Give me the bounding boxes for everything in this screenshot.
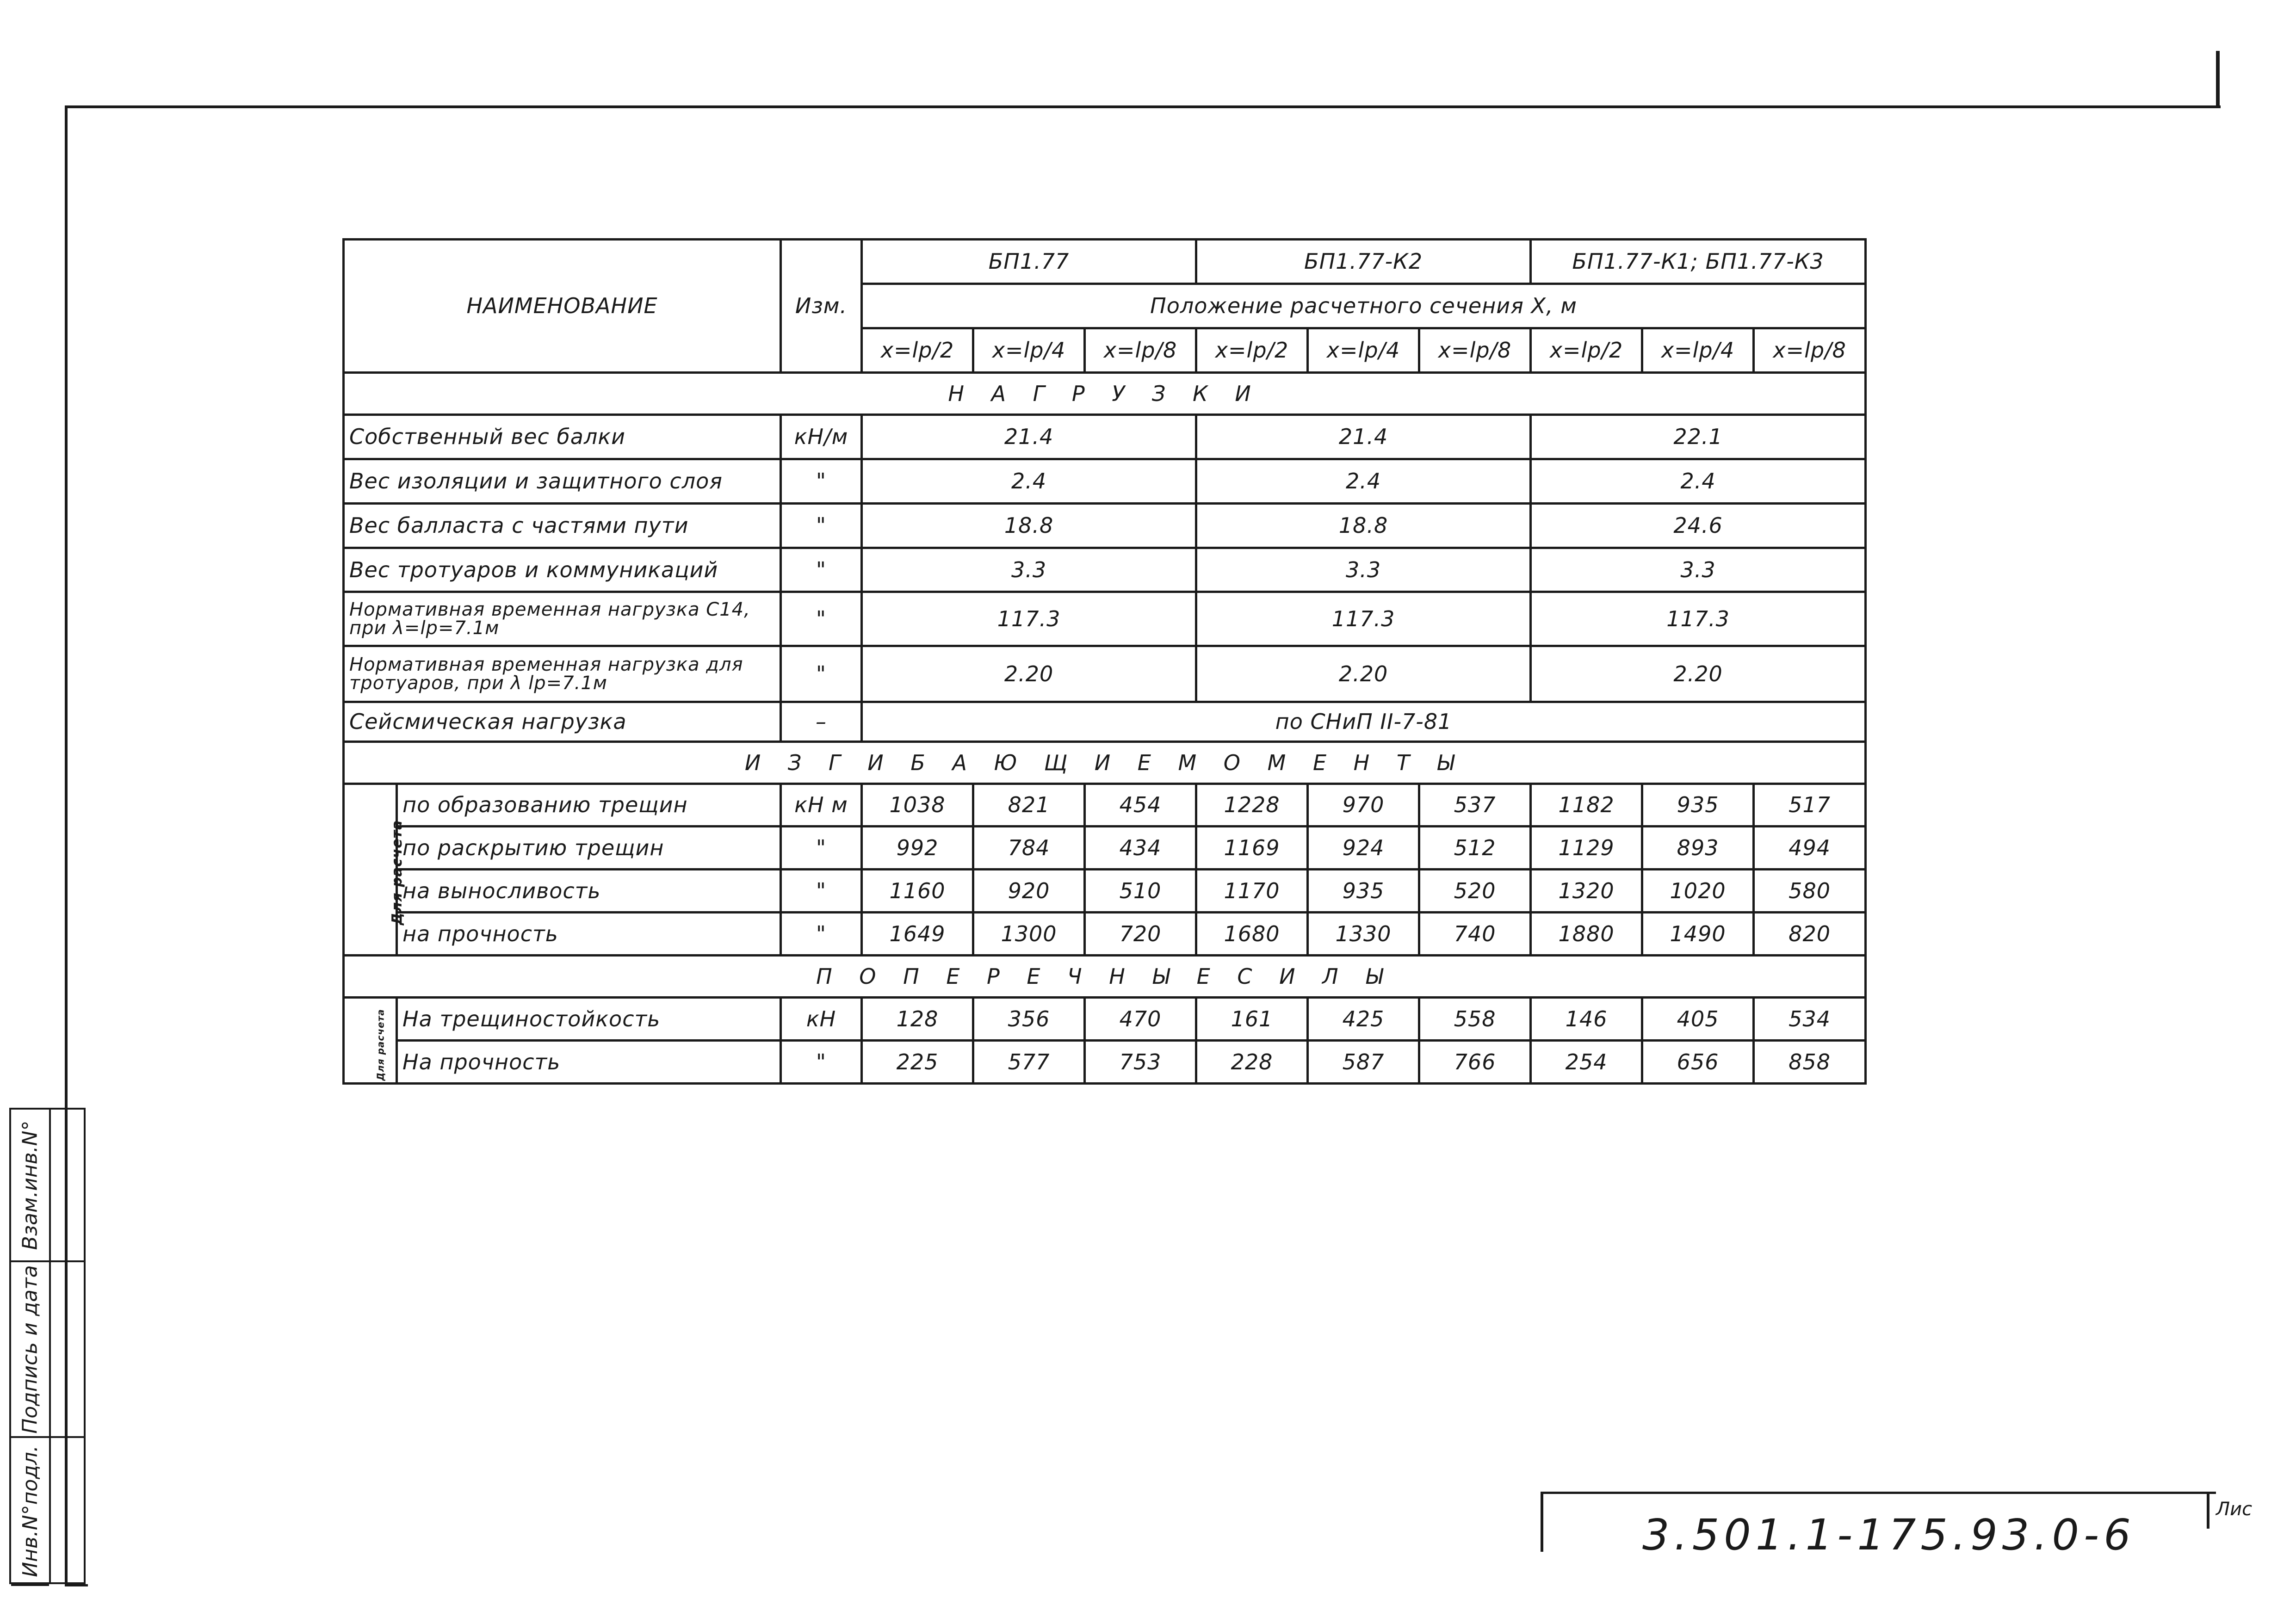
load-value: 2.4 [1196, 459, 1531, 503]
shear-row-unit: кН [781, 998, 862, 1041]
load-row-unit: " [781, 646, 862, 702]
section-shear-title: П О П Е Р Е Ч Н Ы Е С И Л Ы [344, 956, 1866, 998]
moment-row-unit: " [781, 870, 862, 913]
shear-row-unit: " [781, 1040, 862, 1083]
moment-row-unit: кН м [781, 784, 862, 827]
shear-row-name: На трещиностойкость [397, 998, 781, 1041]
load-value: 22.1 [1531, 414, 1866, 459]
load-value: 2.20 [1196, 646, 1531, 702]
binding-value-cell [51, 1110, 84, 1262]
moment-value: 580 [1754, 870, 1866, 913]
moment-value: 1490 [1642, 913, 1754, 956]
moment-value: 970 [1308, 784, 1419, 827]
load-value: 3.3 [1196, 548, 1531, 592]
moment-value: 1170 [1196, 870, 1308, 913]
position-cell: x=lp/2 [862, 328, 973, 372]
moment-value: 1169 [1196, 827, 1308, 870]
frame-right-tick [2216, 51, 2220, 108]
load-row-name: Вес тротуаров и коммуникаций [344, 548, 781, 592]
moment-value: 1160 [862, 870, 973, 913]
binding-label-inv: Инв.N°подл. [18, 1445, 42, 1577]
moment-value: 512 [1419, 827, 1531, 870]
position-cell: x=lp/8 [1754, 328, 1866, 372]
load-row-name: Вес изоляции и защитного слоя [344, 459, 781, 503]
position-cell: x=lp/8 [1085, 328, 1196, 372]
load-value: 18.8 [1196, 503, 1531, 548]
header-beam-2: БП1.77-К2 [1196, 240, 1531, 284]
load-value: 117.3 [1531, 592, 1866, 646]
load-value: 117.3 [1196, 592, 1531, 646]
moment-value: 494 [1754, 827, 1866, 870]
seismic-load-unit: – [781, 702, 862, 741]
shear-value: 753 [1085, 1040, 1196, 1083]
moment-value: 517 [1754, 784, 1866, 827]
moment-value: 935 [1642, 784, 1754, 827]
moment-value: 820 [1754, 913, 1866, 956]
moment-value: 1228 [1196, 784, 1308, 827]
shear-value: 425 [1308, 998, 1419, 1041]
shear-value: 405 [1642, 998, 1754, 1041]
moment-value: 1300 [973, 913, 1085, 956]
load-value: 2.20 [1531, 646, 1866, 702]
moments-group-label [344, 784, 406, 956]
moment-value: 1182 [1531, 784, 1642, 827]
position-cell: x=lp/4 [973, 328, 1085, 372]
binding-cell-sign [11, 1262, 49, 1438]
moment-value: 1330 [1308, 913, 1419, 956]
moment-value: 893 [1642, 827, 1754, 870]
document-code: 3.501.1-175.93.0-6 [1642, 1510, 2135, 1560]
moment-value: 935 [1308, 870, 1419, 913]
moment-value: 992 [862, 827, 973, 870]
load-value: 117.3 [862, 592, 1196, 646]
moment-value: 1649 [862, 913, 973, 956]
shear-group-text: Для расчета [375, 1008, 386, 1081]
moment-value: 740 [1419, 913, 1531, 956]
shear-value: 766 [1419, 1040, 1531, 1083]
shear-value: 656 [1642, 1040, 1754, 1083]
shear-value: 146 [1531, 998, 1642, 1041]
moment-value: 454 [1085, 784, 1196, 827]
load-value: 21.4 [862, 414, 1196, 459]
load-value: 2.4 [862, 459, 1196, 503]
section-moments-title: И З Г И Б А Ю Щ И Е М О М Е Н Т Ы [344, 741, 1866, 784]
seismic-load-value: по СНиП II-7-81 [862, 702, 1866, 741]
moment-row-unit: " [781, 827, 862, 870]
binding-value-cell [51, 1262, 84, 1438]
shear-value: 161 [1196, 998, 1308, 1041]
position-cell: x=lp/4 [1308, 328, 1419, 372]
moment-value: 520 [1419, 870, 1531, 913]
moment-value: 1038 [862, 784, 973, 827]
frame-bottom-line [65, 1584, 88, 1586]
binding-cell-replace [11, 1110, 49, 1262]
moment-value: 537 [1419, 784, 1531, 827]
position-cell: x=lp/2 [1196, 328, 1308, 372]
load-row-name: Вес балласта с частями пути [344, 503, 781, 548]
load-row-unit: " [781, 503, 862, 548]
load-value: 21.4 [1196, 414, 1531, 459]
titleblock-sheet-line [2207, 1492, 2209, 1529]
header-beam-1: БП1.77 [862, 240, 1196, 284]
moment-value: 434 [1085, 827, 1196, 870]
shear-value: 558 [1419, 998, 1531, 1041]
moments-group-text: Для расчета [389, 820, 406, 926]
load-row-name: Нормативная временная нагрузка С14, при λ=lp=7.1м [344, 592, 781, 646]
load-value: 2.4 [1531, 459, 1866, 503]
frame-top-line [65, 105, 2221, 108]
shear-value: 228 [1196, 1040, 1308, 1083]
load-row-unit: " [781, 548, 862, 592]
calculation-table [342, 238, 1864, 1085]
load-value: 24.6 [1531, 503, 1866, 548]
moment-value: 1320 [1531, 870, 1642, 913]
moment-row-name: на выносливость [397, 870, 781, 913]
shear-value: 254 [1531, 1040, 1642, 1083]
load-row-unit: " [781, 459, 862, 503]
moment-value: 1680 [1196, 913, 1308, 956]
section-loads-title: Н А Г Р У З К И [344, 372, 1866, 414]
header-unit: Изм. [781, 240, 862, 373]
binding-cell-inv [11, 1438, 49, 1586]
load-value: 18.8 [862, 503, 1196, 548]
load-row-unit: " [781, 592, 862, 646]
binding-label-column [9, 1108, 51, 1584]
moment-value: 1129 [1531, 827, 1642, 870]
moment-value: 720 [1085, 913, 1196, 956]
moment-value: 821 [973, 784, 1085, 827]
binding-strip [9, 1108, 86, 1584]
header-name: НАИМЕНОВАНИЕ [344, 240, 781, 373]
moment-row-unit: " [781, 913, 862, 956]
moment-row-name: по образованию трещин [397, 784, 781, 827]
moment-row-name: по раскрытию трещин [397, 827, 781, 870]
binding-value-column [49, 1108, 86, 1584]
position-cell: x=lp/8 [1419, 328, 1531, 372]
load-row-name: Нормативная временная нагрузка для тротуаров, при λ lp=7.1м [344, 646, 781, 702]
load-value: 2.20 [862, 646, 1196, 702]
load-value: 3.3 [862, 548, 1196, 592]
shear-value: 128 [862, 998, 973, 1041]
shear-value: 577 [973, 1040, 1085, 1083]
titleblock-top-line [1541, 1492, 2216, 1494]
load-row-name: Собственный вес балки [344, 414, 781, 459]
load-value: 3.3 [1531, 548, 1866, 592]
titleblock-left-line [1541, 1492, 1543, 1552]
load-row-unit: кН/м [781, 414, 862, 459]
shear-group-label [344, 998, 397, 1084]
position-cell: x=lp/4 [1642, 328, 1754, 372]
position-cell: x=lp/2 [1531, 328, 1642, 372]
shear-row-name: На прочность [397, 1040, 781, 1083]
header-beam-3: БП1.77-К1; БП1.77-К3 [1531, 240, 1866, 284]
shear-value: 225 [862, 1040, 973, 1083]
binding-label-replace: Взам.инв.N° [18, 1120, 42, 1250]
binding-label-sign: Подпись и дата [18, 1265, 42, 1434]
moment-value: 784 [973, 827, 1085, 870]
shear-value: 858 [1754, 1040, 1866, 1083]
shear-value: 534 [1754, 998, 1866, 1041]
moment-value: 1020 [1642, 870, 1754, 913]
position-caption: Положение расчетного сечения Х, м [862, 284, 1866, 328]
sheet-label: Лис [2216, 1499, 2253, 1520]
seismic-load-name: Сейсмическая нагрузка [344, 702, 781, 741]
moment-value: 1880 [1531, 913, 1642, 956]
moment-value: 920 [973, 870, 1085, 913]
moment-value: 510 [1085, 870, 1196, 913]
moment-row-name: на прочность [397, 913, 781, 956]
shear-value: 587 [1308, 1040, 1419, 1083]
shear-value: 356 [973, 998, 1085, 1041]
shear-value: 470 [1085, 998, 1196, 1041]
moment-value: 924 [1308, 827, 1419, 870]
